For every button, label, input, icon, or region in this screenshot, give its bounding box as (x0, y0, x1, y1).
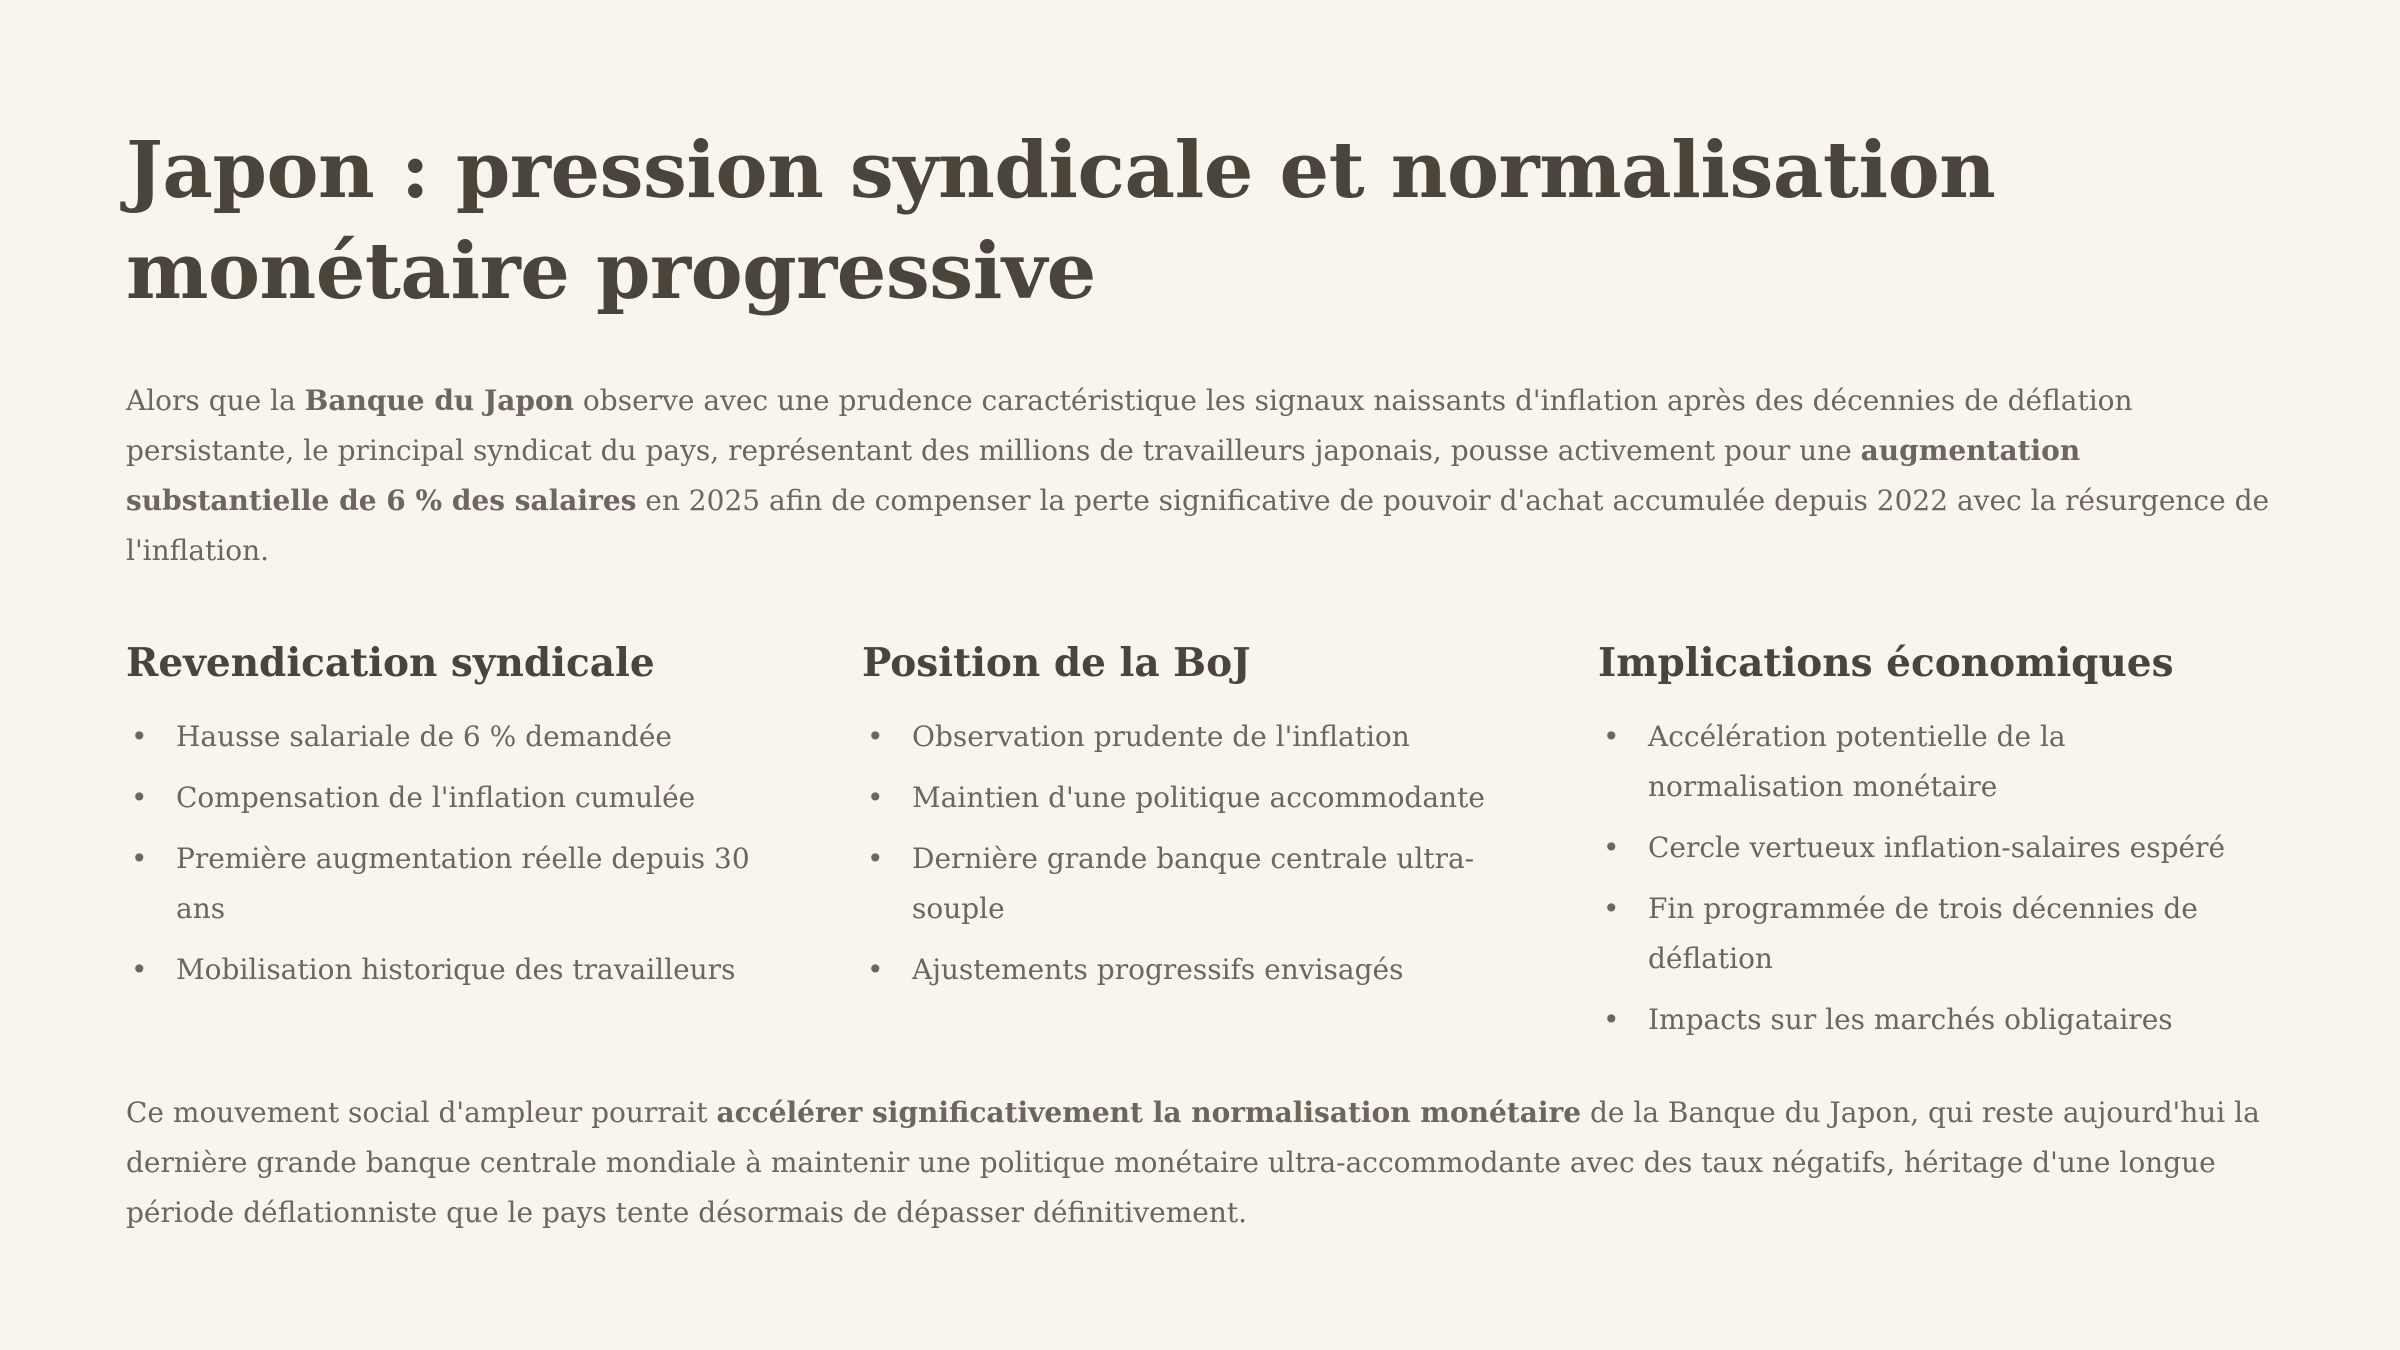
conclusion-paragraph (126, 1088, 2274, 1238)
list-item-text: Compensation de l'inflation cumulée (176, 781, 696, 814)
bullet-icon: • (131, 781, 148, 814)
list-item-text: Impacts sur les marchés obligataires (1648, 1003, 2173, 1036)
column-heading: Position de la BoJ (862, 640, 1251, 686)
list-item-text: Fin programmée de trois décennies de déflation (1648, 892, 2198, 975)
list-item (1598, 823, 2238, 873)
bullet-icon: • (867, 842, 884, 875)
bullet-icon: • (1603, 831, 1620, 864)
list-item (1598, 995, 2238, 1045)
list-item-text: Observation prudente de l'inflation (912, 720, 1410, 753)
column-union-claims (126, 638, 862, 1056)
bullet-icon: • (1603, 720, 1620, 753)
outro-bold: accélérer significativement la normalisation monétaire (716, 1096, 1582, 1129)
bullet-icon: • (131, 842, 148, 875)
outro-text-2: de la Banque du Japon, qui reste aujourd'hui la dernière grande banque centrale mondiale à maintenir une politique monétaire ultra-accommodante avec des taux négatifs, héritage d'une longue période déflationniste que le pays tente désormais de dépasser définitivement. (126, 1096, 2260, 1229)
bullet-icon: • (867, 720, 884, 753)
bullet-icon: • (867, 781, 884, 814)
bullet-list (1598, 712, 2238, 1045)
intro-text-1: Alors que la (126, 384, 305, 417)
bullet-icon: • (131, 953, 148, 986)
column-heading: Implications économiques (1598, 640, 2174, 686)
intro-paragraph (126, 376, 2274, 576)
list-item-text: Première augmentation réelle depuis 30 ans (176, 842, 750, 925)
list-item (862, 834, 1502, 934)
list-item (1598, 884, 2238, 984)
list-item-text: Cercle vertueux inflation-salaires espéré (1648, 831, 2226, 864)
list-item (126, 945, 766, 995)
list-item (126, 712, 766, 762)
outro-text-1: Ce mouvement social d'ampleur pourrait (126, 1096, 717, 1129)
list-item (862, 712, 1502, 762)
bullet-icon: • (131, 720, 148, 753)
bullet-icon: • (1603, 892, 1620, 925)
list-item-text: Maintien d'une politique accommodante (912, 781, 1485, 814)
list-item (862, 945, 1502, 995)
list-item-text: Ajustements progressifs envisagés (912, 953, 1404, 986)
column-boj-position (862, 638, 1598, 1056)
list-item-text: Hausse salariale de 6 % demandée (176, 720, 672, 753)
column-heading: Revendication syndicale (126, 640, 655, 686)
intro-bold-boj: Banque du Japon (304, 384, 575, 417)
bullet-list (126, 712, 766, 995)
list-item-text: Dernière grande banque centrale ultra-souple (912, 842, 1475, 925)
bullet-icon: • (1603, 1003, 1620, 1036)
three-columns (126, 638, 2274, 1056)
intro-bold-wage: augmentation substantielle de 6 % des salaires (126, 434, 2081, 517)
list-item-text: Accélération potentielle de la normalisation monétaire (1648, 720, 2066, 803)
bullet-icon: • (867, 953, 884, 986)
column-economic-implications (1598, 638, 2278, 1056)
list-item-text: Mobilisation historique des travailleurs (176, 953, 736, 986)
bullet-list (862, 712, 1502, 995)
list-item (126, 834, 766, 934)
intro-text-3: en 2025 afin de compenser la perte significative de pouvoir d'achat accumulée depuis 2022 avec la résurgence de l'inflation. (126, 484, 2270, 567)
list-item (862, 773, 1502, 823)
intro-text-2: observe avec une prudence caractéristique les signaux naissants d'inflation après des décennies de déflation persistante, le principal syndicat du pays, représentant des millions de travailleurs japonais, pousse activement pour une (126, 384, 2133, 467)
list-item (1598, 712, 2238, 812)
list-item (126, 773, 766, 823)
page-title: Japon : pression syndicale et normalisation monétaire progressive (126, 125, 1996, 317)
